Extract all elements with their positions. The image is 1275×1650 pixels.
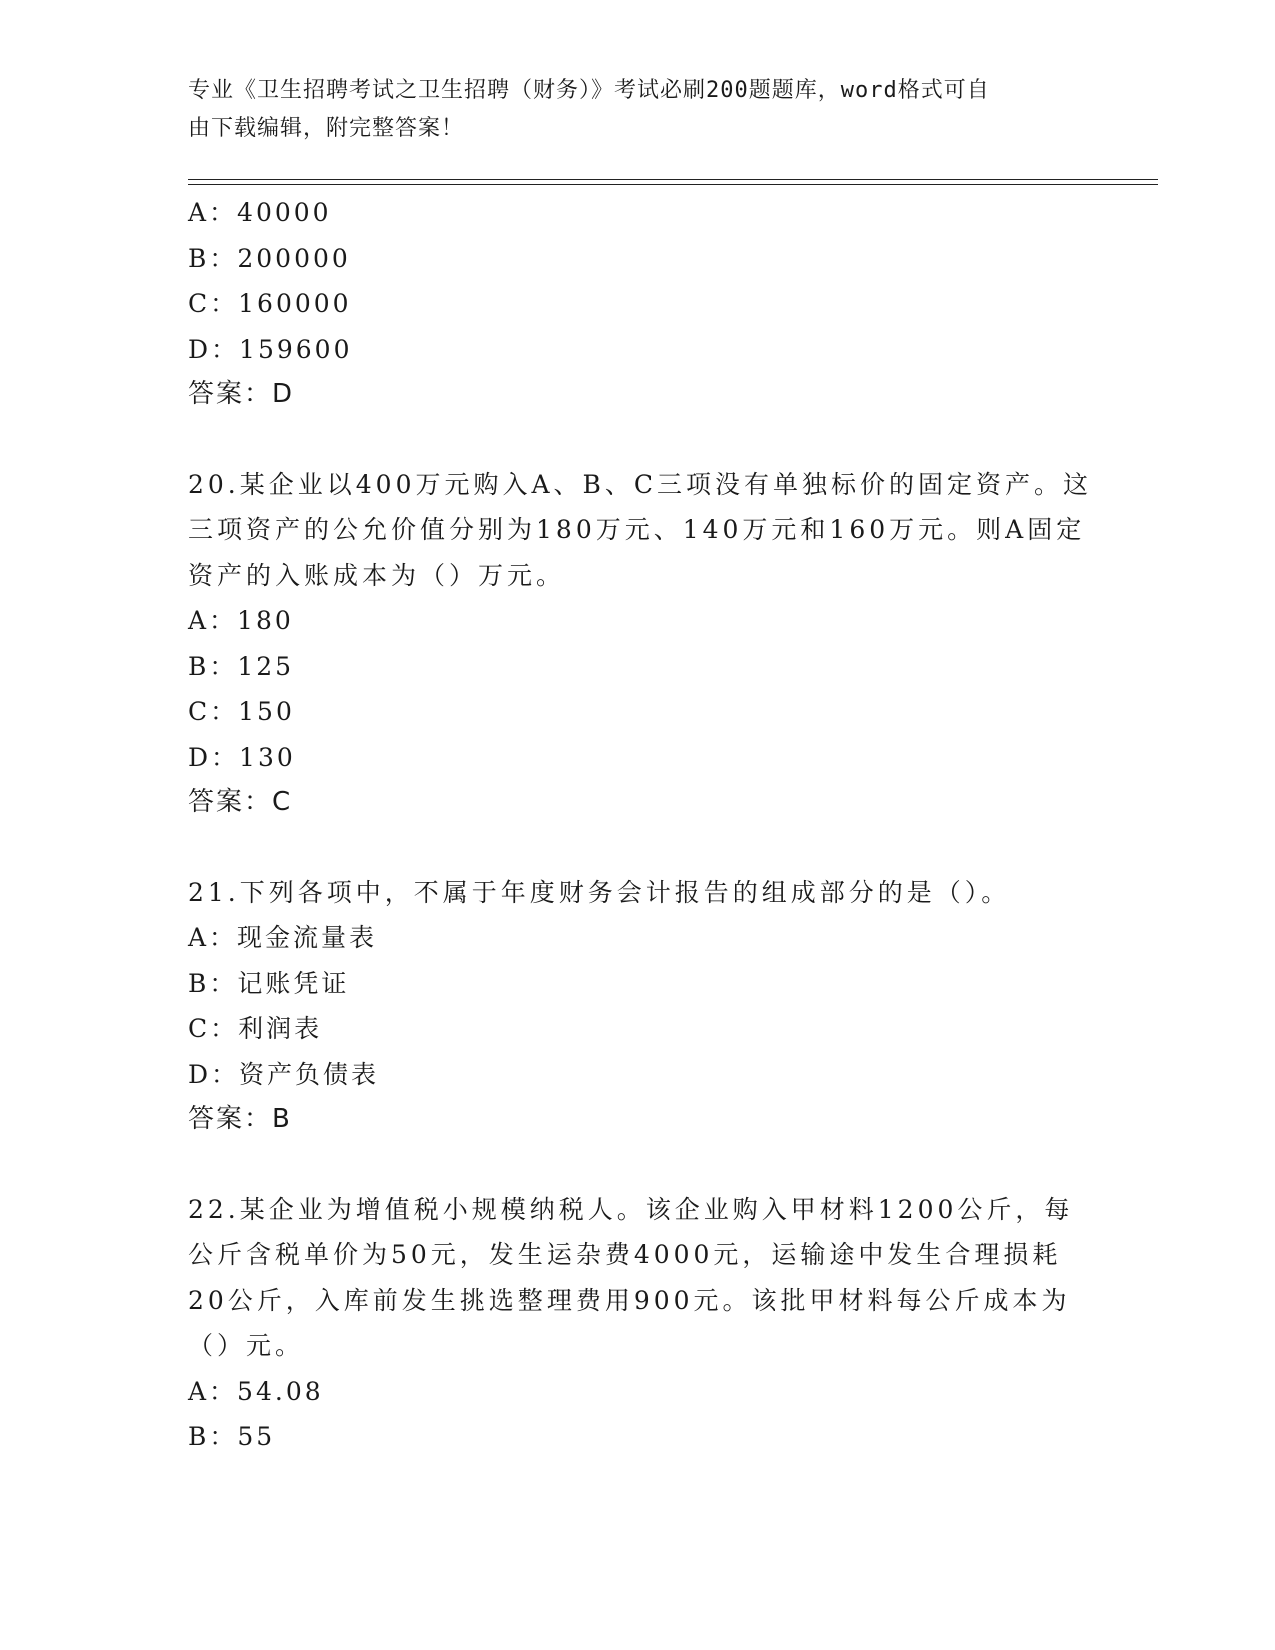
stem-line: 21.下列各项中，不属于年度财务会计报告的组成部分的是（）。 bbox=[188, 877, 1011, 907]
document-header bbox=[188, 72, 1088, 148]
stem-line: （）元。 bbox=[188, 1331, 305, 1360]
question-22 bbox=[188, 1187, 1088, 1460]
option-d: D：159600 bbox=[188, 334, 353, 364]
question-stem bbox=[188, 870, 1088, 916]
question-21 bbox=[188, 870, 1088, 1143]
option-a: A：40000 bbox=[188, 198, 332, 227]
option-d: D：130 bbox=[188, 742, 296, 772]
question-20 bbox=[188, 462, 1093, 826]
option-b: B：125 bbox=[188, 651, 295, 681]
option-c: C：160000 bbox=[188, 289, 352, 318]
option-d: D：资产负债表 bbox=[188, 1059, 380, 1089]
option-a: A：54.08 bbox=[188, 1376, 324, 1406]
option-c: C：150 bbox=[188, 697, 295, 726]
header-divider-bottom bbox=[188, 184, 1158, 185]
stem-line: 20.某企业以400万元购入A、B、C三项没有单独标价的固定资产。这 bbox=[188, 469, 1093, 499]
option-a: A：180 bbox=[188, 606, 294, 635]
question-19-tail bbox=[188, 190, 1088, 418]
header-line-2: 由下载编辑，附完整答案！ bbox=[188, 116, 465, 141]
answer: 答案：C bbox=[188, 787, 293, 817]
stem-line: 22.某企业为增值税小规模纳税人。该企业购入甲材料1200公斤，每 bbox=[188, 1194, 1074, 1224]
header-line-1: 专业《卫生招聘考试之卫生招聘（财务）》考试必刷200题题库，word格式可自 bbox=[188, 78, 990, 103]
option-b: B：55 bbox=[188, 1422, 276, 1451]
option-c: C：利润表 bbox=[188, 1014, 323, 1043]
question-stem bbox=[188, 462, 1093, 599]
answer: 答案：D bbox=[188, 379, 295, 409]
question-content bbox=[188, 190, 1093, 1460]
answer: 答案：B bbox=[188, 1104, 292, 1134]
stem-line: 公斤含税单价为50元，发生运杂费4000元，运输途中发生合理损耗 bbox=[188, 1240, 1062, 1269]
option-b: B：200000 bbox=[188, 243, 351, 273]
question-stem bbox=[188, 1187, 1088, 1369]
option-a: A：现金流量表 bbox=[188, 923, 378, 952]
stem-line: 资产的入账成本为（）万元。 bbox=[188, 560, 566, 590]
stem-line: 三项资产的公允价值分别为180万元、140万元和160万元。则A固定 bbox=[188, 515, 1086, 544]
stem-line: 20公斤，入库前发生挑选整理费用900元。该批甲材料每公斤成本为 bbox=[188, 1285, 1071, 1315]
header-divider-top bbox=[188, 179, 1158, 180]
option-b: B：记账凭证 bbox=[188, 968, 350, 998]
